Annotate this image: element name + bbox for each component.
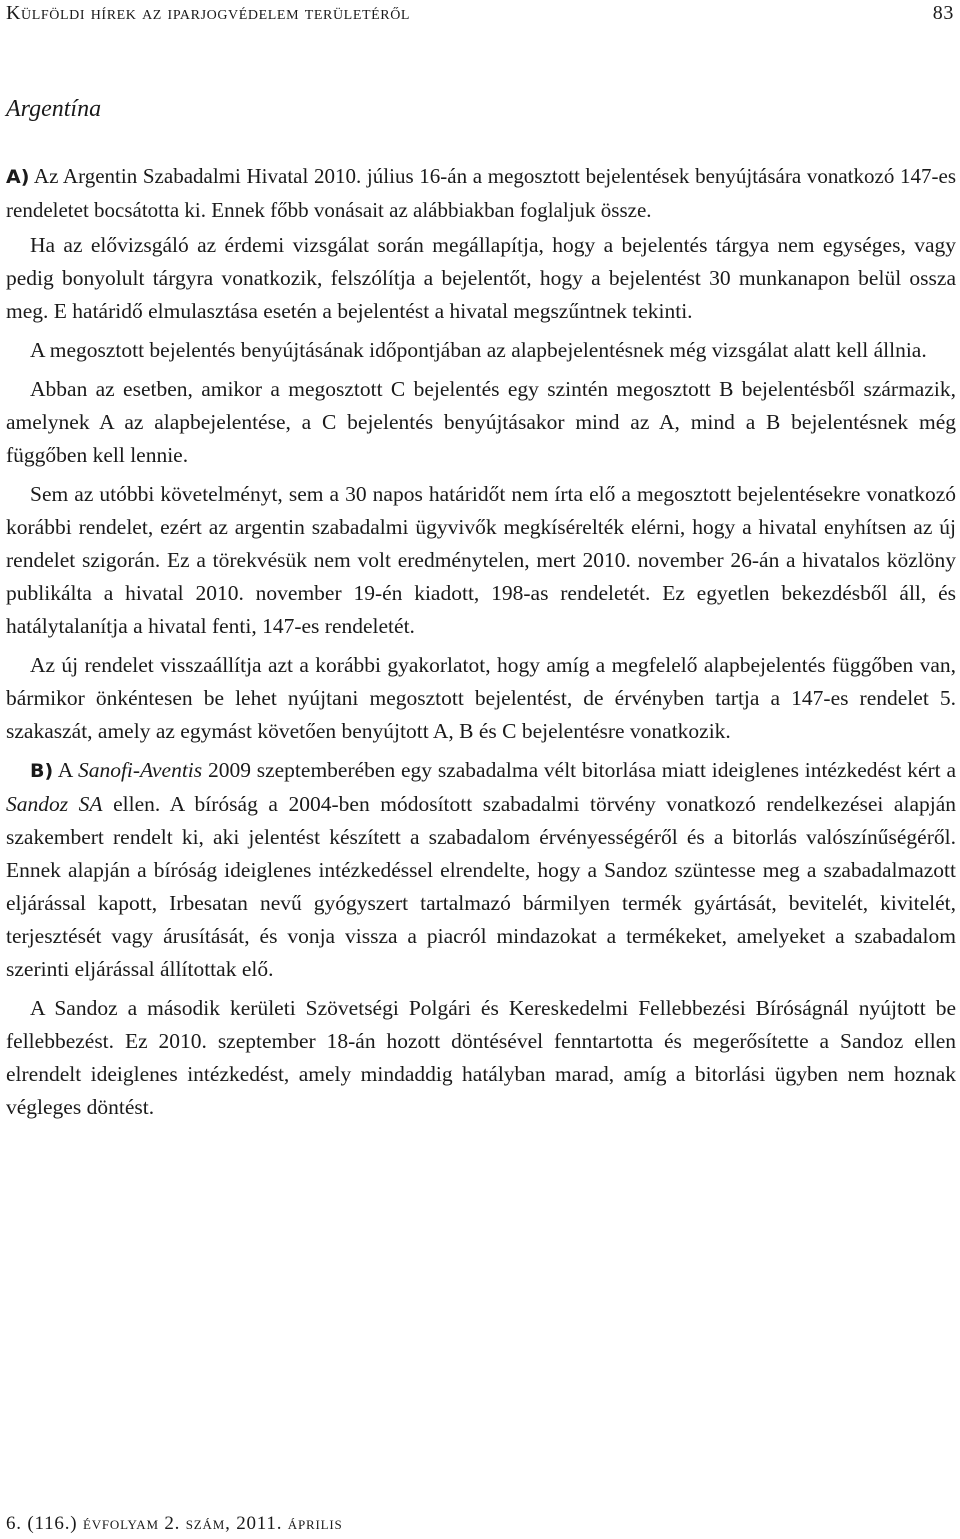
part-a-intro [6, 160, 956, 227]
part-b-letter: B) [30, 760, 54, 782]
part-a-paragraph-3: Abban az esetben, amikor a megosztott C bejelentés egy szintén megosztott B bejelentésből származik, amelynek A az alapbejelentése, a C bejelentés benyújtásakor mind az A, mind a B bejelentésnek még függőben kell lennie. [6, 377, 956, 467]
company-sanofi: Sanofi-Aventis [77, 758, 203, 782]
part-b-lead-b: 2009 szeptemberében egy szabadalma vélt bitorlása miatt ideiglenes intézkedést kért a [207, 758, 956, 782]
part-a-intro-text: Az Argentin Szabadalmi Hivatal 2010. július 16-án a megosztott bejelentések benyújtására vonatkozó 147-es rendeletet bocsátotta ki. Ennek főbb vonásait az alábbiakban foglaljuk össze. [6, 164, 957, 222]
article-body [6, 92, 956, 1130]
part-a-letter: A) [6, 166, 30, 188]
section-title: Argentína [6, 96, 102, 122]
running-header [6, 2, 954, 26]
company-sandoz: Sandoz SA [6, 792, 103, 816]
part-b-lead-a: A [57, 758, 73, 782]
part-a-paragraph-2: A megosztott bejelentés benyújtásának időpontjában az alapbejelentésnek még vizsgálat alatt kell állnia. [30, 338, 927, 362]
page-number: 83 [932, 2, 954, 24]
part-a-paragraph-1: Ha az elővizsgáló az érdemi vizsgálat során megállapítja, hogy a bejelentés tárgya nem egységes, vagy pedig bonyolult tárgyra vonatkozik, felszólítja a bejelentőt, hogy a bejelentést 30 munkanapon belül ossza meg. E határidő elmulasztása esetén a bejelentést a hivatal megszűntnek tekinti. [6, 233, 956, 323]
part-a-paragraph-4: Sem az utóbbi követelményt, sem a 30 napos határidőt nem írta elő a megosztott bejelentésekre vonatkozó korábbi rendelet, ezért az argentin szabadalmi ügyvivők megkísérelték elérni, hogy a hivatal enyhítsen az új rendelet szigorán. Ez a törekvésük nem volt eredménytelen, mert 2010. november 26-án a hivatalos közlöny publikálta a hivatal 2010. november 19-én kiadott, 198-as rendeletét. Ez egyetlen bekezdésből áll, és hatálytalanítja a hivatal fenti, 147-es rendeletét. [6, 482, 956, 638]
part-b-lead-c: ellen. A bíróság a 2004-ben módosított szabadalmi törvény vonatkozó rendelkezései alapján szakembert rendelt ki, aki jelentést készített a szabadalom érvényességéről és a bitorlás valószínűségéről. Ennek alapján a bíróság ideiglenes intézkedéssel elrendelte, hogy a Sandoz szüntesse meg a szabadalmazott eljárással kapott, Irbesatan nevű gyógyszert tartalmazó bármilyen termék gyártását, bevitelét, kivitelét, terjesztését vagy árusítását, és vonja vissza a piacról mindazokat a termékeket, amelyeket a szabadalom szerinti eljárással állítottak elő. [6, 792, 957, 981]
part-b-lead [6, 754, 956, 986]
running-title: Külföldi hírek az iparjogvédelem területéről [6, 2, 411, 24]
part-b-paragraph-1: A Sandoz a második kerületi Szövetségi Polgári és Kereskedelmi Fellebbezési Bíróságnál nyújtott be fellebbezést. Ez 2010. szeptember 18-án hozott döntésével fenntartotta és megerősítette a Sandoz ellen elrendelt ideiglenes intézkedést, amely mindaddig hatályban marad, amíg a bitorlási ügyben nem hoznak végleges döntést. [6, 996, 956, 1119]
issue-footer: 6. (116.) évfolyam 2. szám, 2011. április [6, 1513, 343, 1534]
part-a-paragraph-5: Az új rendelet visszaállítja azt a korábbi gyakorlatot, hogy amíg a megfelelő alapbejelentés függőben van, bármikor önkéntesen be lehet nyújtani megosztott bejelentést, de érvényben tartja a 147-es rendelet 5. szakaszát, amely az egymást követően benyújtott A, B és C bejelentésre vonatkozik. [6, 653, 956, 743]
